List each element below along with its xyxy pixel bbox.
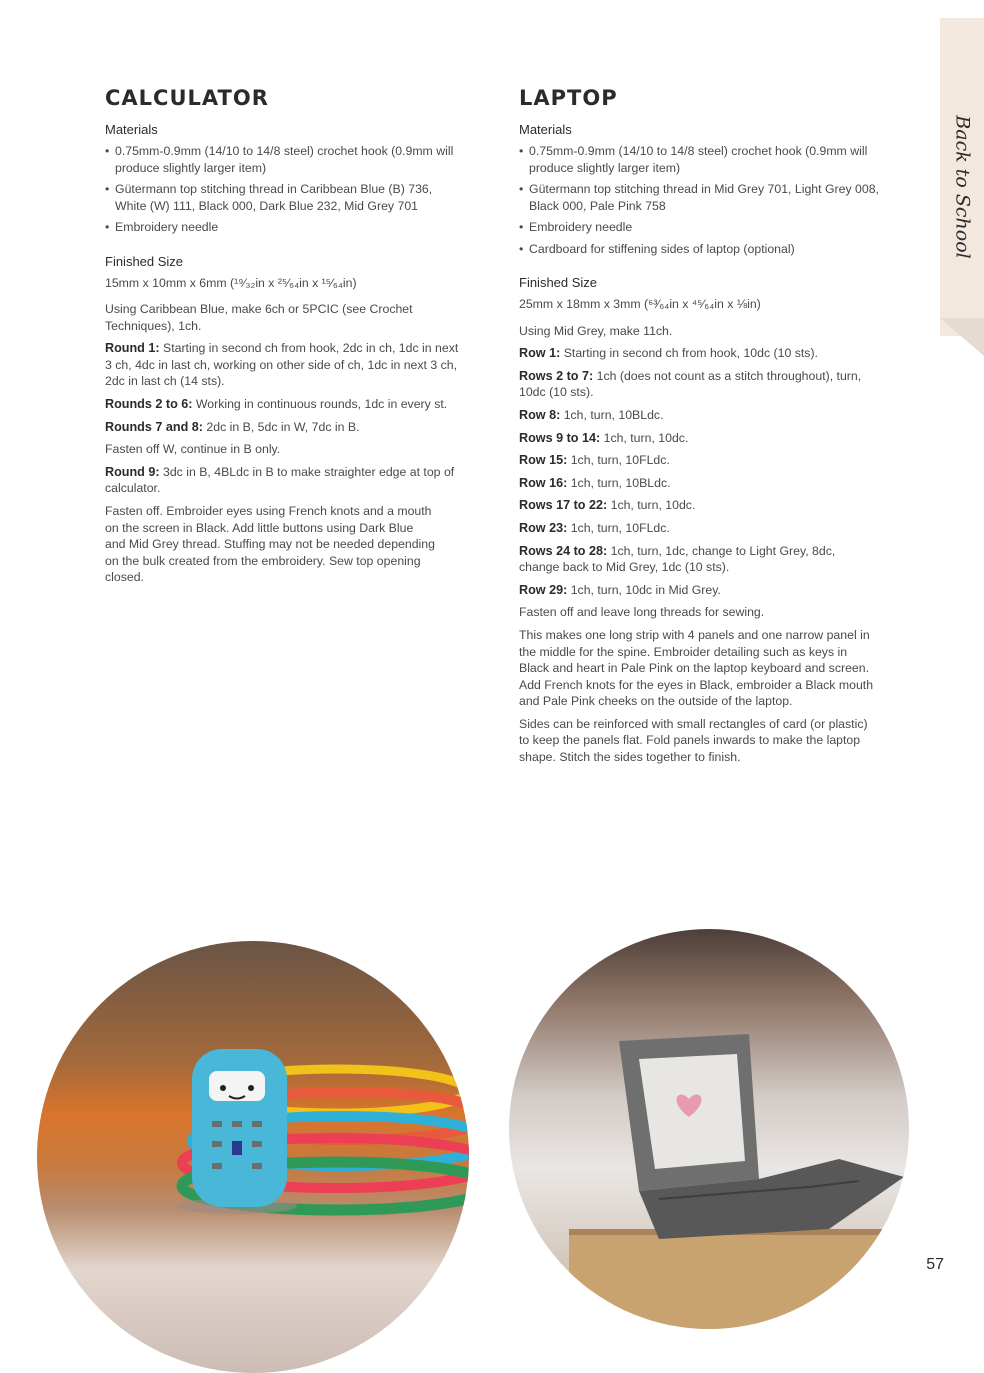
section-tab-fold	[940, 318, 984, 356]
row-text: 1ch, turn, 10FLdc.	[567, 520, 670, 535]
row-text: 1ch, turn, 10dc.	[600, 430, 689, 445]
calculator-materials-heading: Materials	[105, 122, 158, 137]
list-item: • 0.75mm-0.9mm (14/10 to 14/8 steel) crochet hook (0.9mm will produce slightly larger item)	[105, 143, 465, 176]
calculator-intro: Using Caribbean Blue, make 6ch or 5PCIC (see Crochet Techniques), 1ch.	[105, 302, 413, 333]
laptop-row	[519, 407, 879, 424]
row-text: Starting in second ch from hook, 10dc (10 sts).	[560, 346, 818, 361]
row-label: Row 16:	[519, 475, 568, 490]
calculator-round-1	[105, 340, 465, 390]
calculator-photo	[37, 941, 469, 1373]
laptop-row	[519, 582, 879, 599]
calculator-round-7-8	[105, 419, 465, 436]
laptop-fasten-note: Fasten off and leave long threads for sewing.	[519, 605, 765, 620]
row-label: Row 8:	[519, 407, 561, 422]
calculator-size-heading: Finished Size	[105, 253, 184, 269]
row-label: Row 29:	[519, 582, 568, 597]
row-text: 1ch, turn, 1dc, change to Light Grey, 8dc, change back to Mid Grey, 1dc (10 sts).	[519, 543, 836, 575]
list-item: • Embroidery needle	[519, 219, 879, 236]
round-label: Rounds 2 to 6:	[105, 397, 193, 412]
laptop-row	[519, 543, 879, 576]
row-label: Row 15:	[519, 453, 568, 468]
laptop-size: 25mm x 18mm x 3mm (⁶³⁄₆₄in x ⁴⁵⁄₆₄in x ⅛in)	[519, 297, 761, 311]
laptop-assembly-note: This makes one long strip with 4 panels and one narrow panel in the middle for the spine. Embroider detailing such as keys in Black and heart in Pale Pink on the laptop keyboard and screen. Add French knots for the eyes in Black, embroider a Black mouth and Pale Pink cheeks on the outside of the laptop.	[519, 627, 874, 709]
round-text: 3dc in B, 4BLdc in B to make straighter edge at top of calculator.	[105, 464, 455, 496]
row-text: 1ch, turn, 10dc.	[607, 498, 696, 513]
laptop-reinforce-note: Sides can be reinforced with small rectangles of card (or plastic) to keep the panels flat. Fold panels inwards to make the laptop shape. Stitch the sides together to finish.	[519, 716, 868, 765]
calculator-round-9	[105, 464, 465, 497]
row-text: 1ch, turn, 10BLdc.	[560, 407, 664, 422]
calculator-round-2-6	[105, 396, 465, 413]
list-item: • Cardboard for stiffening sides of laptop (optional)	[519, 241, 879, 258]
laptop-row	[519, 520, 879, 537]
laptop-pattern	[519, 86, 879, 772]
laptop-row	[519, 452, 879, 469]
row-label: Row 23:	[519, 520, 568, 535]
laptop-size-heading: Finished Size	[519, 275, 598, 290]
laptop-row	[519, 497, 879, 514]
laptop-row	[519, 368, 879, 401]
row-label: Rows 9 to 14:	[519, 430, 601, 445]
laptop-materials-heading: Materials	[519, 122, 572, 137]
section-tab-label-wrap	[950, 115, 976, 259]
calculator-size: 15mm x 10mm x 6mm (¹⁹⁄₃₂in x ²⁵⁄₆₄in x ¹⁵⁄₆₄in)	[105, 275, 357, 290]
list-item: • Embroidery needle	[105, 219, 465, 236]
list-item: • Gütermann top stitching thread in Mid Grey 701, Light Grey 008, Black 000, Pale Pink 758	[519, 181, 879, 214]
calculator-pattern	[105, 86, 465, 592]
round-label: Round 1:	[105, 341, 160, 356]
row-text: 1ch, turn, 10FLdc.	[567, 453, 670, 468]
calculator-photo-art	[37, 941, 469, 1373]
laptop-row	[519, 345, 879, 362]
page-number: 57	[926, 1256, 944, 1273]
section-tab-label: Back to School	[952, 115, 975, 259]
list-item: • 0.75mm-0.9mm (14/10 to 14/8 steel) crochet hook (0.9mm will produce slightly larger item)	[519, 143, 879, 176]
laptop-title: LAPTOP	[519, 86, 618, 110]
laptop-photo-art	[509, 929, 909, 1329]
row-text: 1ch (does not count as a stitch throughout), turn, 10dc (10 sts).	[519, 368, 862, 400]
list-item: • Gütermann top stitching thread in Caribbean Blue (B) 736, White (W) 111, Black 000, Dark Blue 232, Mid Grey 701	[105, 181, 465, 214]
laptop-materials-list	[519, 143, 879, 257]
laptop-row	[519, 475, 879, 492]
row-text: 1ch, turn, 10BLdc.	[567, 475, 671, 490]
calculator-fasten-note: Fasten off W, continue in B only.	[105, 442, 281, 457]
section-tab	[940, 18, 984, 336]
calculator-materials-list	[105, 143, 465, 236]
row-text: 1ch, turn, 10dc in Mid Grey.	[567, 582, 721, 597]
round-label: Round 9:	[105, 464, 160, 479]
calculator-finish: Fasten off. Embroider eyes using French knots and a mouth on the screen in Black. Add little buttons using Dark Blue and Mid Grey thread. Stuffing may not be needed depending on the bulk created from the embroidery. Sew top opening closed.	[105, 504, 435, 585]
round-label: Rounds 7 and 8:	[105, 419, 203, 434]
round-text: 2dc in B, 5dc in W, 7dc in B.	[202, 419, 360, 434]
row-label: Rows 24 to 28:	[519, 543, 608, 558]
round-text: Starting in second ch from hook, 2dc in ch, 1dc in next 3 ch, 4dc in last ch, working on other side of ch, 1dc in next 3 ch, 2dc in last ch (14 sts).	[105, 341, 459, 389]
laptop-photo	[509, 929, 909, 1329]
laptop-row	[519, 430, 879, 447]
round-text: Working in continuous rounds, 1dc in every st.	[192, 397, 448, 412]
row-label: Rows 17 to 22:	[519, 498, 608, 513]
row-label: Rows 2 to 7:	[519, 368, 594, 383]
laptop-intro: Using Mid Grey, make 11ch.	[519, 323, 673, 338]
calculator-title: CALCULATOR	[105, 86, 269, 110]
row-label: Row 1:	[519, 346, 561, 361]
